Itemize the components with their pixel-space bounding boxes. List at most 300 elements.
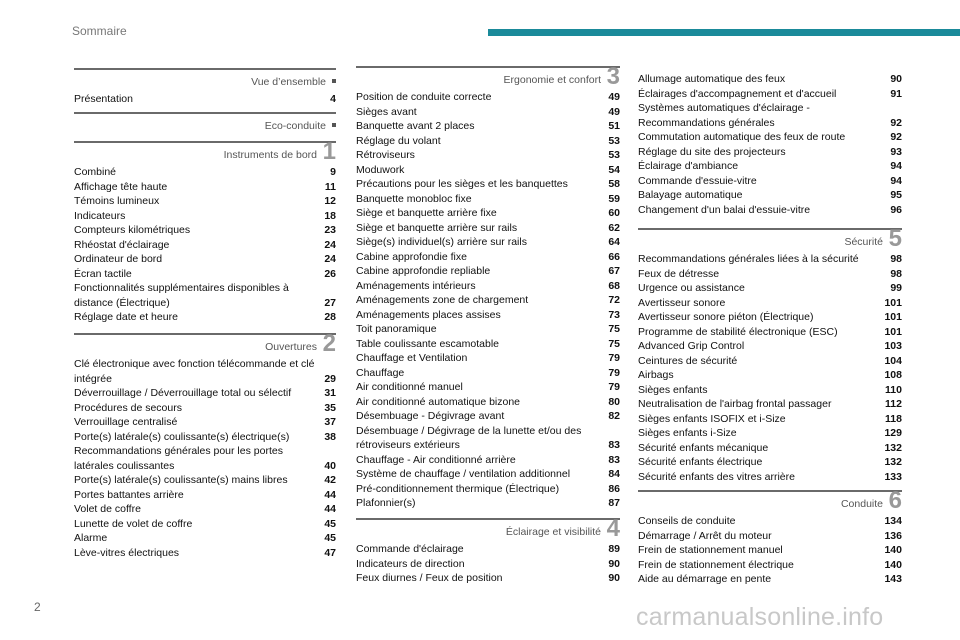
toc-entry-label: Éclairages d'accompagnement et d'accueil [638, 87, 837, 100]
toc-entry[interactable] [356, 542, 620, 557]
toc-entry-label: Porte(s) latérale(s) coulissante(s) mains libres [74, 474, 288, 486]
toc-entry-label: Fonctionnalités supplémentaires disponibles à distance (Électrique) [74, 282, 289, 309]
toc-entry-page: 53 [608, 134, 620, 147]
toc-entry-label: Indicateurs de direction [356, 557, 465, 570]
toc-entry[interactable] [356, 134, 620, 149]
toc-entry-page: 86 [608, 482, 620, 495]
toc-entry-page: 112 [885, 398, 902, 410]
toc-entry-page: 140 [884, 544, 902, 556]
toc-entry-page: 101 [884, 311, 902, 323]
toc-entry-label: Procédures de secours [74, 401, 182, 414]
toc-entry[interactable] [356, 380, 620, 395]
toc-entry[interactable] [356, 395, 620, 410]
toc-entry-page: 75 [608, 323, 620, 335]
toc-entry[interactable] [638, 252, 902, 267]
toc-entry-label: Indicateurs [74, 209, 126, 222]
toc-entry-page: 140 [884, 558, 902, 571]
toc-entry[interactable] [638, 397, 902, 412]
toc-entry-page: 37 [324, 416, 336, 428]
toc-entry[interactable] [356, 119, 620, 134]
toc-entry-label: Frein de stationnement électrique [638, 558, 794, 571]
toc-entry[interactable] [356, 105, 620, 120]
watermark: carmanualsonline.info [636, 603, 884, 631]
toc-section-eclairage-continued [638, 72, 902, 217]
toc-entry[interactable] [74, 430, 336, 445]
toc-entry[interactable] [638, 325, 902, 340]
toc-entry-page: 66 [608, 250, 620, 263]
toc-entry-label: Avertisseur sonore [638, 296, 726, 309]
toc-entry[interactable] [638, 426, 902, 441]
toc-entry[interactable] [356, 279, 620, 294]
toc-entry-label: Volet de coffre [74, 503, 141, 515]
toc-section-ouvertures [74, 330, 336, 560]
toc-entry-label: Aménagements intérieurs [356, 279, 476, 292]
toc-entry[interactable] [638, 159, 902, 174]
toc-entry-label: Frein de stationnement manuel [638, 544, 783, 556]
section-rule [638, 490, 902, 492]
toc-entry-label: Sécurité enfants mécanique [638, 441, 769, 454]
toc-entry-page: 98 [890, 253, 902, 265]
toc-section-instruments-de-bord [74, 138, 336, 325]
toc-entry-page: 60 [608, 207, 620, 219]
toc-entry[interactable] [74, 223, 336, 238]
toc-entry-label: Désembuage - Dégivrage avant [356, 410, 505, 422]
toc-entry-page: 53 [608, 149, 620, 161]
toc-entry-page: 91 [890, 87, 902, 100]
section-rule [74, 112, 336, 114]
toc-entry[interactable] [356, 467, 620, 482]
toc-entry-label: Compteurs kilométriques [74, 224, 191, 236]
toc-entry[interactable] [356, 250, 620, 265]
toc-entry-label: Airbags [638, 369, 674, 381]
toc-entry-label: Commande d'essuie-vitre [638, 174, 757, 187]
toc-entry[interactable] [356, 337, 620, 352]
section-number: 6 [888, 487, 902, 514]
toc-section-vue-ensemble [74, 68, 336, 107]
toc-entry-label: Verrouillage centralisé [74, 416, 178, 428]
section-entries [638, 252, 902, 484]
toc-entry-label: Éclairage d'ambiance [638, 160, 739, 172]
toc-entry-page: 73 [608, 308, 620, 321]
toc-entry[interactable] [638, 441, 902, 456]
toc-entry[interactable] [356, 163, 620, 178]
toc-entry[interactable] [74, 415, 336, 430]
section-header [74, 112, 336, 134]
toc-section-ergonomie-confort [356, 63, 620, 511]
toc-entry[interactable] [356, 571, 620, 586]
toc-entry-page: 64 [608, 236, 620, 248]
toc-entry-label: Allumage automatique des feux [638, 73, 786, 85]
page-number: 2 [34, 600, 41, 614]
toc-entry-page: 132 [884, 456, 902, 468]
toc-entry-page: 96 [890, 203, 902, 216]
toc-entry[interactable] [638, 130, 902, 145]
toc-entry-page: 49 [608, 91, 620, 103]
toc-entry-label: Réglage du site des projecteurs [638, 145, 786, 158]
toc-entry-page: 42 [324, 474, 336, 486]
header-accent-bar [488, 29, 960, 36]
toc-entry-label: Démarrage / Arrêt du moteur [638, 529, 772, 542]
toc-entry[interactable] [638, 296, 902, 311]
toc-entry[interactable] [356, 366, 620, 381]
toc-entry[interactable] [74, 252, 336, 267]
toc-entry-page: 132 [884, 441, 902, 454]
toc-entry-label: Combiné [74, 166, 117, 178]
toc-entry-page: 134 [884, 515, 902, 527]
toc-entry-page: 23 [324, 224, 336, 236]
toc-entry[interactable] [356, 293, 620, 308]
toc-entry[interactable] [74, 310, 336, 325]
toc-entry-page: 87 [608, 497, 620, 509]
toc-entry[interactable] [74, 517, 336, 532]
toc-entry[interactable] [356, 221, 620, 236]
toc-entry-label: Système de chauffage / ventilation additionnel [356, 468, 571, 480]
toc-entry-page: 49 [608, 105, 620, 118]
section-number: 4 [606, 515, 620, 542]
toc-entry[interactable] [638, 87, 902, 102]
toc-entry-label: Écran tactile [74, 267, 132, 280]
toc-entry-label: Chauffage [356, 366, 405, 379]
toc-entry-page: 103 [884, 340, 902, 352]
toc-entry[interactable] [356, 148, 620, 163]
toc-entry-page: 79 [608, 352, 620, 364]
toc-entry[interactable] [638, 412, 902, 427]
toc-entry[interactable] [74, 488, 336, 503]
section-rule [356, 518, 620, 520]
toc-entry-label: Ordinateur de bord [74, 253, 163, 265]
toc-entry[interactable] [356, 90, 620, 105]
square-bullet-icon [332, 123, 336, 127]
toc-entry[interactable] [638, 529, 902, 544]
section-rule [74, 333, 336, 335]
toc-entry-page: 51 [608, 120, 620, 132]
toc-entry-page: 47 [324, 546, 336, 559]
toc-entry[interactable] [74, 281, 336, 310]
toc-entry[interactable] [74, 180, 336, 195]
toc-entry-page: 92 [890, 116, 902, 129]
section-header [638, 225, 902, 252]
toc-entry[interactable] [74, 473, 336, 488]
toc-entry-page: 98 [890, 267, 902, 280]
toc-entry-page: 129 [884, 427, 902, 439]
toc-entry-page: 11 [324, 180, 336, 193]
toc-entry-page: 35 [324, 401, 336, 414]
toc-entry-page: 18 [324, 209, 336, 222]
toc-entry-label: Portes battantes arrière [74, 488, 184, 501]
toc-entry-page: 29 [324, 372, 336, 385]
toc-entry-label: Sièges enfants ISOFIX et i-Size [638, 412, 786, 425]
toc-entry-label: Plafonnier(s) [356, 497, 416, 509]
toc-entry[interactable] [74, 502, 336, 517]
toc-entry-page: 94 [890, 160, 902, 172]
toc-entry[interactable] [638, 383, 902, 398]
toc-entry-page: 54 [608, 163, 620, 176]
toc-entry-page: 26 [324, 267, 336, 280]
toc-entry[interactable] [74, 401, 336, 416]
toc-entry-label: Changement d'un balai d'essuie-vitre [638, 203, 811, 216]
toc-entry[interactable] [74, 531, 336, 546]
toc-entry-label: Table coulissante escamotable [356, 337, 500, 350]
toc-entry-label: Témoins lumineux [74, 195, 160, 207]
toc-entry-page: 24 [324, 253, 336, 265]
toc-entry[interactable] [638, 101, 902, 130]
toc-entry-label: Sécurité enfants des vitres arrière [638, 470, 795, 483]
toc-section-eco-conduite [74, 112, 336, 134]
toc-entry[interactable] [638, 558, 902, 573]
toc-entry-label: Feux diurnes / Feux de position [356, 572, 503, 584]
section-rule [74, 141, 336, 143]
toc-entry-page: 79 [608, 366, 620, 379]
toc-entry-label: Position de conduite correcte [356, 91, 492, 103]
toc-entry-page: 45 [324, 532, 336, 544]
section-header [356, 515, 620, 542]
toc-entry[interactable] [638, 72, 902, 87]
toc-entry-page: 104 [884, 354, 902, 367]
toc-entry-label: Banquette monobloc fixe [356, 192, 472, 205]
section-number: 3 [606, 63, 620, 90]
header-title: Sommaire [72, 24, 127, 38]
toc-entry-label: Cabine approfondie fixe [356, 250, 467, 263]
toc-entry-label: Sièges enfants [638, 383, 708, 396]
toc-entry-page: 93 [890, 145, 902, 158]
toc-entry-label: Commutation automatique des feux de route [638, 131, 846, 143]
toc-entry[interactable] [74, 546, 336, 561]
section-rule [638, 228, 902, 230]
section-number: 2 [322, 330, 336, 357]
toc-entry[interactable] [638, 145, 902, 160]
toc-entry-label: Neutralisation de l'airbag frontal passager [638, 398, 832, 410]
toc-entry-page: 82 [608, 410, 620, 422]
toc-entry-label: Conseils de conduite [638, 515, 736, 527]
toc-entry[interactable] [356, 453, 620, 468]
toc-entry-label: Sécurité enfants électrique [638, 456, 763, 468]
toc-entry[interactable] [638, 543, 902, 558]
section-entries [74, 92, 336, 107]
toc-entry[interactable] [638, 470, 902, 485]
section-header [638, 487, 902, 514]
section-entries [74, 165, 336, 325]
toc-entry[interactable] [74, 267, 336, 282]
toc-entry-page: 44 [324, 503, 336, 515]
toc-entry[interactable] [74, 386, 336, 401]
toc-entry-label: Déverrouillage / Déverrouillage total ou sélectif [74, 387, 292, 399]
section-header [356, 63, 620, 90]
toc-entry[interactable] [638, 572, 902, 587]
toc-entry-page: 110 [885, 383, 902, 396]
toc-entry-page: 80 [608, 395, 620, 408]
section-entries [638, 72, 902, 217]
section-title: Éclairage et visibilité [505, 526, 601, 538]
toc-entry-label: Précautions pour les sièges et les banquettes [356, 178, 568, 190]
toc-entry-page: 133 [884, 470, 902, 483]
toc-entry-label: Commande d'éclairage [356, 543, 464, 555]
section-title: Instruments de bord [223, 149, 317, 161]
section-entries [356, 90, 620, 511]
toc-entry[interactable] [74, 357, 336, 386]
section-title: Conduite [840, 498, 883, 510]
toc-entry-page: 101 [884, 325, 902, 338]
toc-entry-label: Chauffage et Ventilation [356, 352, 468, 364]
toc-entry[interactable] [74, 92, 336, 107]
toc-entry-page: 68 [608, 279, 620, 292]
toc-entry-page: 9 [330, 166, 336, 178]
toc-entry[interactable] [638, 267, 902, 282]
section-entries [356, 542, 620, 586]
toc-entry-label: Rhéostat d'éclairage [74, 238, 170, 251]
toc-entry-label: Feux de détresse [638, 267, 720, 280]
toc-entry-page: 59 [608, 192, 620, 205]
toc-entry-page: 90 [608, 572, 620, 584]
toc-entry[interactable] [356, 192, 620, 207]
toc-entry-page: 99 [890, 282, 902, 294]
square-bullet-icon [332, 79, 336, 83]
toc-entry[interactable] [356, 557, 620, 572]
toc-entry-page: 79 [608, 381, 620, 393]
toc-entry[interactable] [638, 455, 902, 470]
toc-entry[interactable] [356, 482, 620, 497]
toc-entry[interactable] [356, 409, 620, 424]
toc-entry-page: 45 [324, 517, 336, 530]
toc-entry[interactable] [638, 310, 902, 325]
toc-entry-page: 4 [330, 93, 336, 105]
toc-entry[interactable] [638, 368, 902, 383]
toc-entry-label: Advanced Grip Control [638, 340, 745, 352]
toc-entry-label: Aménagements zone de chargement [356, 294, 529, 306]
section-title: Vue d’ensemble [251, 76, 326, 88]
section-header [74, 138, 336, 165]
toc-entry-label: Présentation [74, 93, 133, 105]
toc-entry[interactable] [356, 308, 620, 323]
section-entries [638, 514, 902, 587]
toc-section-eclairage-visibilite [356, 515, 620, 586]
toc-entry[interactable] [356, 322, 620, 337]
section-entries [74, 357, 336, 560]
toc-entry[interactable] [638, 188, 902, 203]
toc-entry[interactable] [356, 177, 620, 192]
toc-entry[interactable] [74, 209, 336, 224]
toc-entry-page: 136 [884, 529, 902, 542]
toc-entry[interactable] [356, 424, 620, 453]
toc-entry-label: Siège(s) individuel(s) arrière sur rails [356, 236, 527, 248]
toc-entry-page: 38 [324, 430, 336, 443]
section-header [74, 330, 336, 357]
toc-entry-page: 67 [608, 265, 620, 277]
toc-entry-label: Porte(s) latérale(s) coulissante(s) électrique(s) [74, 430, 290, 443]
toc-entry-label: Balayage automatique [638, 189, 743, 201]
toc-entry-page: 95 [890, 189, 902, 201]
toc-entry-label: Rétroviseurs [356, 149, 415, 161]
toc-entry[interactable] [356, 206, 620, 221]
toc-entry-page: 92 [890, 131, 902, 143]
toc-entry[interactable] [638, 174, 902, 189]
toc-entry-label: Sièges avant [356, 105, 417, 118]
toc-entry[interactable] [74, 165, 336, 180]
toc-entry[interactable] [74, 194, 336, 209]
section-rule [356, 66, 620, 68]
toc-entry-page: 58 [608, 178, 620, 190]
toc-section-securite [638, 225, 902, 484]
toc-entry-page: 44 [324, 488, 336, 501]
toc-entry-page: 24 [324, 238, 336, 251]
section-header [74, 68, 336, 90]
toc-entry-label: Recommandations générales pour les portes latérales coulissantes [74, 445, 283, 472]
toc-entry-label: Aménagements places assises [356, 308, 501, 321]
toc-entry-page: 75 [608, 337, 620, 350]
toc-entry[interactable] [74, 444, 336, 473]
toc-entry[interactable] [356, 264, 620, 279]
toc-entry-label: Air conditionné automatique bizone [356, 395, 521, 408]
toc-entry-page: 89 [608, 543, 620, 555]
toc-entry-label: Affichage tête haute [74, 180, 168, 193]
toc-entry-label: Recommandations générales liées à la sécurité [638, 253, 859, 265]
toc-entry-page: 94 [890, 174, 902, 187]
toc-entry[interactable] [356, 351, 620, 366]
toc-entry[interactable] [638, 281, 902, 296]
toc-entry-page: 90 [608, 557, 620, 570]
section-title: Sécurité [844, 236, 883, 248]
toc-entry[interactable] [356, 235, 620, 250]
toc-entry-label: Toit panoramique [356, 323, 437, 335]
toc-entry-page: 72 [608, 294, 620, 306]
toc-entry-page: 28 [324, 311, 336, 323]
toc-entry-page: 108 [884, 369, 902, 381]
toc-entry-page: 118 [885, 412, 902, 425]
toc-entry[interactable] [638, 203, 902, 218]
toc-entry-label: Aide au démarrage en pente [638, 573, 772, 585]
section-title: Ouvertures [265, 341, 317, 353]
toc-entry-label: Lunette de volet de coffre [74, 517, 193, 530]
toc-entry-page: 101 [884, 296, 902, 309]
toc-entry-page: 31 [324, 387, 336, 399]
toc-entry-page: 90 [890, 73, 902, 85]
toc-entry-page: 27 [324, 296, 336, 309]
toc-entry-label: Avertisseur sonore piéton (Électrique) [638, 311, 814, 323]
toc-entry[interactable] [638, 354, 902, 369]
section-title: Eco-conduite [264, 120, 326, 132]
toc-entry-label: Moduwork [356, 163, 405, 176]
toc-entry-label: Réglage du volant [356, 134, 441, 147]
toc-entry-label: Urgence ou assistance [638, 282, 745, 294]
toc-entry-label: Réglage date et heure [74, 311, 178, 323]
toc-entry-page: 143 [884, 573, 902, 585]
section-number: 5 [888, 225, 902, 252]
toc-entry[interactable] [74, 238, 336, 253]
toc-entry[interactable] [356, 496, 620, 511]
toc-entry-page: 83 [608, 439, 620, 451]
toc-entry-label: Cabine approfondie repliable [356, 265, 491, 277]
toc-entry-page: 40 [324, 459, 336, 472]
toc-entry-label: Sièges enfants i-Size [638, 427, 737, 439]
toc-entry-label: Siège et banquette arrière sur rails [356, 221, 518, 234]
toc-entry-label: Programme de stabilité électronique (ESC) [638, 325, 838, 338]
toc-entry-page: 62 [608, 221, 620, 234]
toc-entry-label: Lève-vitres électriques [74, 546, 180, 559]
toc-entry-label: Alarme [74, 532, 108, 544]
toc-entry-page: 84 [608, 468, 620, 480]
toc-entry-page: 83 [608, 453, 620, 466]
toc-entry-label: Banquette avant 2 places [356, 120, 475, 132]
section-rule [74, 68, 336, 70]
toc-entry-label: Pré-conditionnement thermique (Électrique) [356, 482, 560, 495]
toc-entry[interactable] [638, 339, 902, 354]
toc-entry-label: Air conditionné manuel [356, 381, 463, 393]
toc-entry-label: Siège et banquette arrière fixe [356, 207, 497, 219]
toc-entry-label: Ceintures de sécurité [638, 354, 738, 367]
toc-section-conduite [638, 487, 902, 587]
toc-entry[interactable] [638, 514, 902, 529]
toc-entry-label: Clé électronique avec fonction télécommande et clé intégrée [74, 358, 315, 385]
toc-entry-page: 12 [324, 195, 336, 207]
